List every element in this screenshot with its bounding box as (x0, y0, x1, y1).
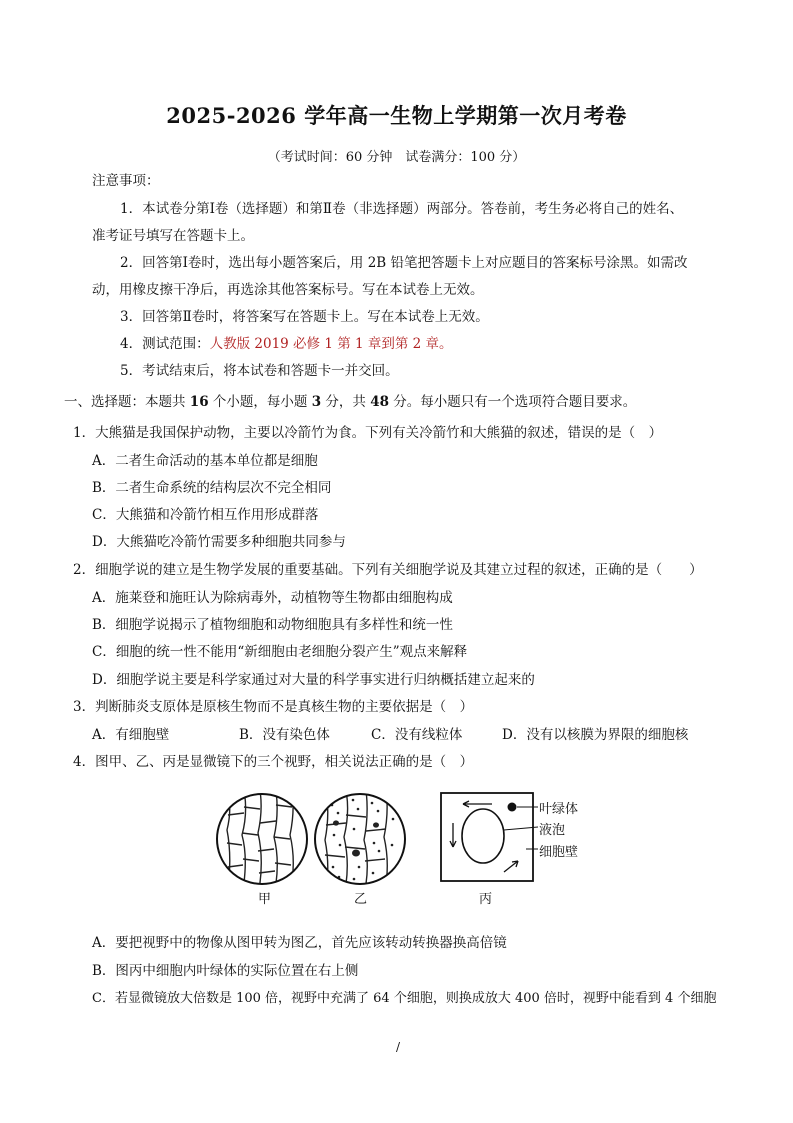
question-3-option-b: B．没有染色体 (239, 727, 330, 743)
callout-cell-wall: 细胞壁 (539, 845, 579, 860)
notes-heading: 注意事项： (92, 173, 160, 189)
view-yi (315, 790, 405, 890)
question-3-option-c: C．没有线粒体 (371, 727, 463, 743)
label-bing: 丙 (479, 892, 493, 907)
section-text: 一、选择题：本题共 (64, 394, 190, 410)
note-1-line-1: 1．本试卷分第Ⅰ卷（选择题）和第Ⅱ卷（非选择题）两部分。答卷前，考生务必将自己的姓名、 (120, 201, 684, 217)
question-2-option-b: B．细胞学说揭示了植物细胞和动物细胞具有多样性和统一性 (92, 617, 453, 633)
microscope-figure (208, 785, 608, 910)
note-2-line-1: 2．回答第Ⅰ卷时，选出每小题答案后，用 2B 铅笔把答题卡上对应题目的答案标号涂黑。如需改 (120, 255, 688, 271)
question-3-option-a: A．有细胞壁 (92, 727, 170, 743)
callout-chloroplast: 叶绿体 (539, 802, 579, 817)
note-4-prefix: 4．测试范围： (120, 336, 210, 352)
question-2-stem: 2．细胞学说的建立是生物学发展的重要基础。下列有关细胞学说及其建立过程的叙述，正确的是（ ） (73, 562, 703, 578)
note-4-scope: 人教版 2019 必修 1 第 1 章到第 2 章。 (209, 336, 453, 352)
question-3-stem: 3．判断肺炎支原体是原核生物而不是真核生物的主要依据是（ ） (73, 699, 474, 715)
question-1-option-a: A．二者生命活动的基本单位都是细胞 (92, 453, 318, 469)
section-text: 个小题，每小题 (208, 394, 312, 410)
question-1-option-d: D．大熊猫吃冷箭竹需要多种细胞共同参与 (92, 534, 346, 550)
question-1-stem: 1．大熊猫是我国保护动物，主要以冷箭竹为食。下列有关冷箭竹和大熊猫的叙述，错误的是（ ） (73, 425, 663, 441)
section-1-heading (64, 393, 636, 411)
label-jia: 甲 (258, 892, 272, 907)
view-bing (441, 793, 538, 881)
question-4-option-a: A．要把视野中的物像从图甲转为图乙，首先应该转动转换器换高倍镜 (92, 935, 507, 951)
callout-vacuole: 液泡 (539, 823, 566, 838)
question-count: 16 (189, 394, 209, 410)
question-1-option-b: B．二者生命系统的结构层次不完全相同 (92, 480, 332, 496)
question-4-option-c: C．若显微镜放大倍数是 100 倍，视野中充满了 64 个细胞，则换成放大 400 倍时，视野中能看到 4 个细胞 (92, 991, 717, 1006)
note-1-line-2: 准考证号填写在答题卡上。 (92, 228, 254, 244)
question-3-option-d: D．没有以核膜为界限的细胞核 (502, 727, 689, 743)
note-5: 5．考试结束后，将本试卷和答题卡一并交回。 (120, 363, 399, 379)
note-2-line-2: 动，用橡皮擦干净后，再选涂其他答案标号。写在本试卷上无效。 (92, 282, 484, 298)
points-each: 3 (311, 394, 322, 410)
question-2-option-d: D．细胞学说主要是科学家通过对大量的科学事实进行归纳概括建立起来的 (92, 672, 535, 688)
question-4-option-b: B．图丙中细胞内叶绿体的实际位置在右上侧 (92, 963, 359, 979)
note-3: 3．回答第Ⅱ卷时，将答案写在答题卡上。写在本试卷上无效。 (120, 309, 489, 325)
points-total: 48 (370, 394, 389, 410)
view-jia (217, 790, 307, 890)
question-2-option-c: C．细胞的统一性不能用“新细胞由老细胞分裂产生”观点来解释 (92, 644, 468, 660)
label-yi: 乙 (354, 892, 368, 907)
question-3-options (92, 726, 732, 744)
question-2-option-a: A．施莱登和施旺认为除病毒外，动植物等生物都由细胞构成 (92, 590, 453, 606)
note-4 (120, 335, 453, 353)
exam-title: 2025-2026 学年高一生物上学期第一次月考卷 (166, 103, 627, 128)
chloroplast-dot (508, 803, 517, 812)
exam-subtitle: （考试时间：60 分钟 试卷满分：100 分） (267, 150, 526, 165)
question-1-option-c: C．大熊猫和冷箭竹相互作用形成群落 (92, 507, 319, 523)
section-text: 分，共 (321, 394, 371, 410)
section-text: 分。每小题只有一个选项符合题目要求。 (388, 394, 637, 410)
question-4-stem: 4．图甲、乙、丙是显微镜下的三个视野，相关说法正确的是（ ） (73, 754, 474, 770)
page-number: / (396, 1040, 401, 1054)
